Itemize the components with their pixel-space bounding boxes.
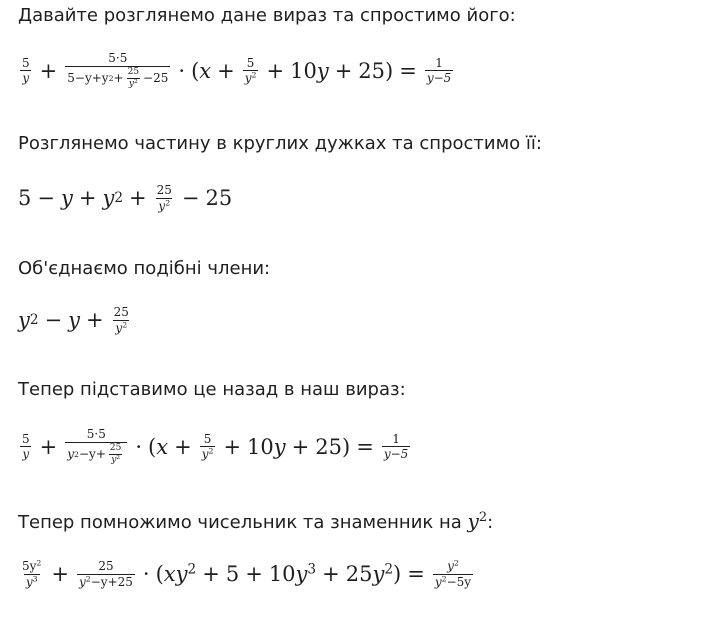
intro-text: Давайте розглянемо дане вираз та спростимо його:	[18, 5, 516, 26]
equation-4: $\frac{5}{y}$ + 5·5 y 2 −y+ $\frac{25}{y^2}$ · (x + $\frac{5}{y^2}$ + 10y + 25) = $\frac{1}{y-5}$	[22, 427, 409, 466]
substitute-text: Тепер підставимо це назад в наш вираз:	[18, 379, 406, 400]
equation-3: y 2 − y + $\frac{25}{y^2}$	[18, 305, 129, 335]
multiply-text: Тепер помножимо чисельник та знаменник на $y^2$:	[18, 509, 494, 533]
equation-1: $\frac{5}{y}$ + 5·5 5−y+y 2 + $\frac{25}{y^2}$ −25 · (x + $\frac{5}{y^2}$ + 10y + 25) = $\frac{1}{y-5}$	[22, 51, 452, 90]
equation-5: $\frac{5y^2}{y^3}$ + $\frac{25}{y^2-y+25}$ · ($xy^2$ + 5 + $10y^3$ + $25y^2$) = $\frac{y^2}{y^2-5y}$	[22, 558, 472, 589]
fraction: 5·5 5−y+y 2 + $\frac{25}{y^2}$ −25	[67, 51, 169, 90]
fraction: $\frac{5}{y}$	[22, 55, 30, 86]
bracket-part-text: Розглянемо частину в круглих дужках та спростимо її:	[18, 133, 542, 154]
equation-2: 5 − y + y 2 + $\frac{25}{y^2}$ − 25	[18, 183, 233, 213]
combine-text: Об'єднаємо подібні члени:	[18, 258, 271, 279]
